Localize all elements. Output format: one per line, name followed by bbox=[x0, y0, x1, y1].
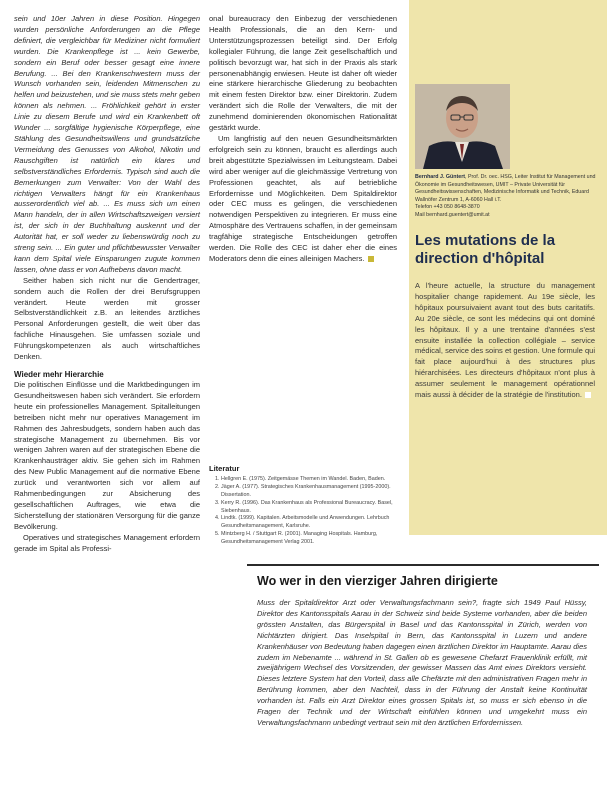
sidebar-body-wrap bbox=[415, 281, 595, 401]
article-column-2 bbox=[209, 14, 397, 265]
author-portrait-photo bbox=[415, 84, 510, 169]
col2-paragraph-1: onal bureaucracy den Einbezug der verschiedenen Health Professionals, die an den Kern- und Unterstützungsprozessen beteiligt sind. Der Erfolg kollegialer Führung, die lange Zeit gesellschaftlich und politisch bevorzugt war, hat sich in der Praxis als stark personenabhängig erwiesen. Heute ist daher oft wieder eine stärkere hierarchische Gliederung zu beobachten mit einem festen Direktor bzw. einer Direktorin. Zudem verändert sich die Rolle der Verwalters, die mit der zunehmend dominierenden ökonomischen Rationalität gestärkt wurde. bbox=[209, 14, 397, 133]
article-column-1 bbox=[14, 14, 200, 555]
author-portrait-icon bbox=[415, 84, 510, 169]
col2-paragraph-2: Um langfristig auf den neuen Gesundheitsmärkten erfolgreich sein zu können, braucht es allerdings auch breit abgestützte Spezialwissen im Leitungsteam. Dabei wird aber weniger auf die gleichmässige Vertretung von Professionen geachtet, als auf betriebliche Erfordernisse und Möglichkeiten. Dem Spitaldirektor oder CEC muss es gelingen, die verschiedenen notwendigen Perspektiven zu integrieren. Er muss eine Atmosphäre des Vertrauens schaffen, in der gemeinsam tragfähige strategische Entscheidungen getroffen werden. Die Rolle des CEC ist daher eher die eines Moderators denn die eines alleinigen Machers. bbox=[209, 133, 397, 263]
author-phone: Telefon +43 050 8648-3870 bbox=[415, 204, 480, 211]
literature-item: 5. Mintzberg H. / Stuttgart R. (2001). Managing Hospitals. Hamburg, Gesundheitsmanagement Verlag 2001. bbox=[221, 531, 397, 547]
sidebar-body: A l'heure actuelle, la structure du management hospitalier change rapidement. Au 19e siècle, les hôpitaux poursuivaient avant tout des buts caritatifs. Au 20e siècle, ce sont les médecins qui ont dominé les hôpitaux. Il y a une trentaine d'années s'est ensuite installée la collection collégiale – service médical, service des soins et gestion. Une formule qui fait place aujourd'hui à des structures plus hiérarchisées. Les directeurs d'hôpitaux n'ont plus à assumer seulement le management opérationnel mais aussi à décider de la stratégie de l'institution. bbox=[415, 281, 595, 400]
author-bio: Bernhard J. Güntert, Prof. Dr. oec. HSG, Leiter Institut für Management und Ökonomie im Gesundheitswesen, UMIT – Private Universität für Gesundheitswissenschaften, Medizinische Informatik und Technik, Eduard Wallnöfer Zentrum 1, A-6060 Hall i.T. Telefon +43 050 8648-3870 Mail bernhard.guentert@umit.at bbox=[415, 174, 603, 220]
col2-paragraph-2-wrap bbox=[209, 134, 397, 265]
sidebar-title: Les mutations de la direction d'hôpital bbox=[415, 232, 556, 267]
box-text: Muss der Spitaldirektor Arzt oder Verwaltungsfachmann sein?, fragte sich 1949 Paul Hüssy, Direktor des Kantonsspitals Aarau in der Schweiz sind beide Systeme vorhanden, aber die beiden grössten Anstalten, das Bürgerspital in Basel und das Kantonsspital in Zürich, werden von Nichtärzten dirigiert. Das Inselspital in Bern, das Kantonsspital in Luzern und andere Krankenhäuser von Bedeutung haben dagegen einen ärztlichen Direktor im Hauptamte. Aarau dies zudem im Nebenamte ... während in St. Gallen ob es gewesene Chefarzt Frauenklinik erfüllt, mit zweijährigem Wechsel des Vorsitzenden, der gewisser Massen das Amt eines Direktors versieht. Dieses letztere System hat den Vorteil, dass alle Chefärzte mit den administrativen Fragen mehr in Berührung kommen, aber den Nachteil, dass in der Führung der Anstalt keine Kontinuität vorhanden ist. Falls ein Arzt Direktor eines grossen Spitals ist, so muss er sich ebenso in die Fragen der Technik und der Wirtschaft einfühlen können und umgekehrt muss ein Verwaltungsfachmann unbedingt vertraut sein mit den ärztlichen Erfordernissen. bbox=[257, 598, 587, 727]
col1-paragraph-4: Operatives und strategisches Management erfordern gerade im Spital als Professi- bbox=[14, 532, 200, 553]
literature-item: 2. Jäger A. (1977). Strategisches Krankenhausmanagement (1995-2000). Dissertation. bbox=[221, 484, 397, 500]
author-email[interactable]: Mail bernhard.guentert@umit.at bbox=[415, 211, 490, 218]
box-title: Wo wer in den vierziger Jahren dirigierte bbox=[257, 574, 498, 588]
end-of-article-square-icon bbox=[368, 256, 374, 262]
col1-paragraph-1: sein und 10er Jahren in diese Position. Hingegen wurden persönliche Anforderungen an die Pflege definiert, die vergleichbar für Mediziner nicht formuliert wurden. Die Krankenpflege ist ... kein Gewerbe, sondern ein Beruf oder besser gesagt eine innere Berufung. ... Bei den Krankenschwestern muss der Wunsch vorhanden sein, leidenden Mitmenschen zu helfen und beizustehen, und sie muss stets mehr geben können als nehmen. ... Fröhlichkeit gehört in erster Linie zu diesem Berufe und wird ein Krankenbett oft Wunder ... sorgfältige hygienische Körperpflege, eine Stählung des Gesundheitswillens und grundsätzliche Vermeidung des Genusses von Alkohol, Nikotin und Rauschgiften ist natürlich ein klares und selbstverständliches Erfordernis. Typisch sind auch die Bemerkungen zum Verwalter: Von der Wahl des richtigen Verwalters hängt für ein Krankenhaus ausserordentlich viel ab. ... Es muss sich um einen Mann handeln, der in allen Wirtschaftszweigen versiert ist, der sich in der Buchhaltung auskennt und der Autorität hat, er soll weder zu liebenswürdig noch zu streng sein. ... Ein guter und pflichtbewusster Verwalter kann dem Spital viele Einsparungen zugute kommen lassen, ohne dass er von Aufhebens davon macht. bbox=[14, 14, 200, 274]
literature-item: 1. Hellgren E. (1975). Zeitgemässe Themen im Wandel. Baden, Baden. bbox=[221, 476, 397, 484]
author-name: Bernhard J. Güntert bbox=[415, 174, 466, 180]
literature-item: 3. Kerry R. (1996). Das Krankenhaus als Professional Bureaucracy. Basel, Siebenhaus. bbox=[221, 500, 397, 516]
subheading-hierarchy: Wieder mehr Hierarchie bbox=[14, 370, 104, 379]
literature-item: 4. Lindtk. (1999). Kapitalen. Arbeitsmodelle und Anwendungen. Lehrbuch Gesundheitsmanagement, Karlsruhe. bbox=[221, 515, 397, 531]
end-of-summary-square-icon bbox=[585, 392, 591, 398]
author-details: Prof. Dr. oec. HSG, Leiter Institut für Management und Ökonomie im Gesundheitswesen, UMIT – Private Universität für Gesundheitswissenschaften, Medizinische Informatik und Technik, Eduard Wallnöfer Zentrum 1, A-6060 Hall i.T. bbox=[415, 174, 596, 203]
literature-list bbox=[209, 465, 397, 547]
col1-paragraph-2: Seither haben sich nicht nur die Gendertrager, sondern auch die Rollen der drei Berufsgruppen verändert. Heute werden mit grosser Selbstverständlichkeit z.B. an leitendes ärztliches Personal Anforderungen gestellt, die weit über das fachliche Hinausgehen. Sie umfassen soziale und Führungskompetenzen als auch wirtschaftliches Denken. bbox=[14, 275, 200, 362]
historical-box bbox=[247, 564, 599, 786]
col1-paragraph-3: Die politischen Einflüsse und die Marktbedingungen im Gesundheitswesen haben sich verändert. Sie erfordern heute ein professionelles Management. Spitalleitungen betreiben nicht mehr nur operatives Management im Rahmen des Jahresbudgets, sondern haben auch das strategische Management zu übernehmen. Bis vor wenigen Jahren waren auf der strategischen Ebene die Krankenhausträger aktiv. Sie gehen sich im Rahmen des New Public Management auf die normative Ebene zurück und verantworten sich vor allem auf Rahmenbedingungen zur Absicherung des gesellschaftlichen Auftrages, wie etwa die Sicherstellung der stationären Versorgung für die ganze Bevölkerung. bbox=[14, 380, 200, 531]
literature-title: Literatur bbox=[209, 464, 240, 473]
